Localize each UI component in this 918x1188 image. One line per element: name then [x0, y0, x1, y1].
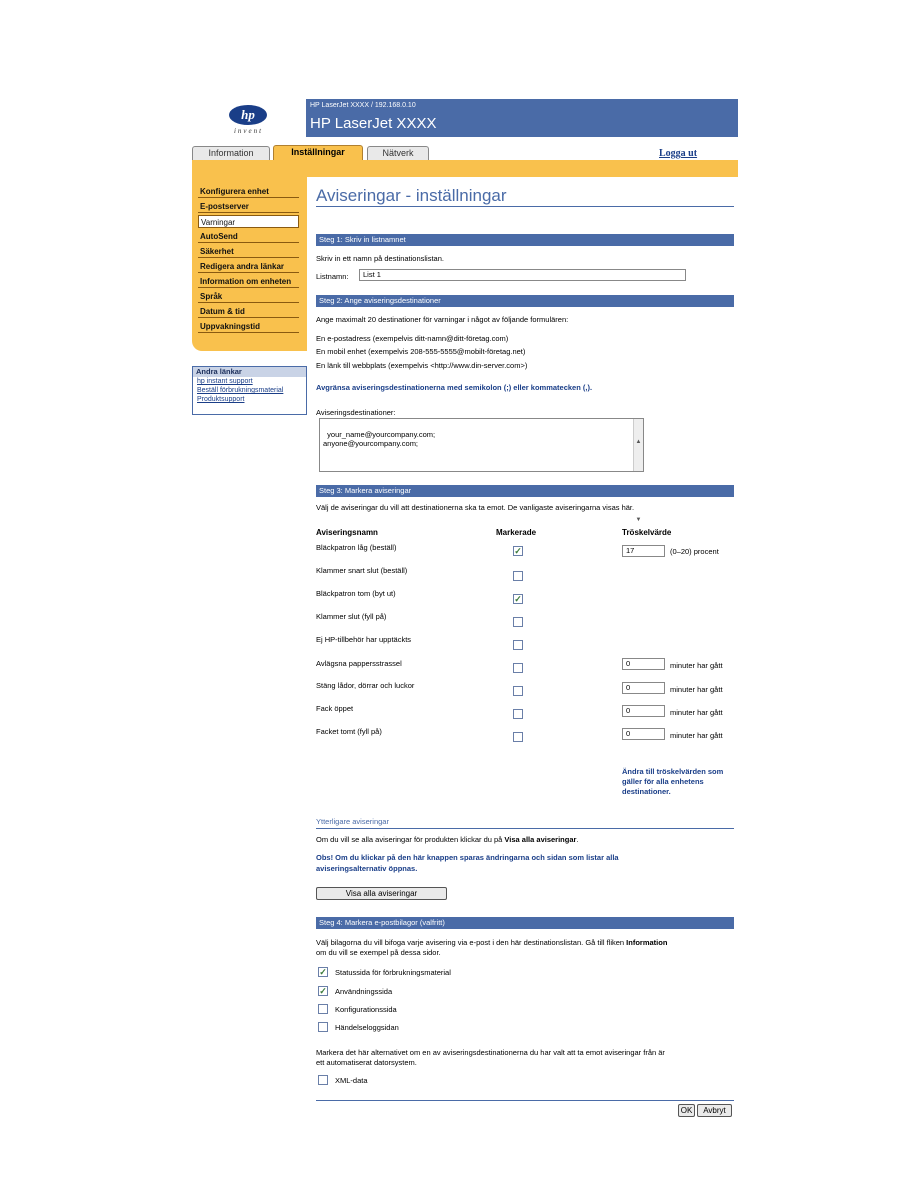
logout-link[interactable]: Logga ut [659, 148, 698, 159]
sidebar-item-configure[interactable]: Konfigurera enhet [198, 185, 299, 198]
alert-checkbox-tray-empty[interactable] [513, 732, 523, 742]
alert-name: Bläckpatron tom (byt ut) [316, 589, 396, 598]
hp-logo-mark: hp [229, 105, 267, 125]
alert-checkbox-cartridge-low[interactable]: ✓ [514, 546, 522, 556]
alert-name: Facket tomt (fyll på) [316, 727, 382, 736]
hp-logo-tagline: invent [233, 127, 264, 135]
header-bar [306, 99, 738, 137]
textarea-scrollbar[interactable] [633, 419, 643, 523]
sidebar-item-wakeup[interactable]: Uppvakningstid [198, 320, 299, 333]
destinations-label: Aviseringsdestinationer: [316, 408, 396, 417]
threshold-unit: minuter har gått [670, 661, 723, 670]
step2-instruction: Ange maximalt 20 destinationer för varningar i något av följande formulären: [316, 315, 569, 324]
alert-name: Stäng lådor, dörrar och luckor [316, 681, 415, 690]
alert-name: Klammer snart slut (beställ) [316, 566, 408, 575]
threshold-input[interactable]: 0 [622, 658, 665, 670]
col-selected: Markerade [496, 528, 537, 537]
sidebar-item-email-server[interactable]: E-postserver [198, 200, 299, 213]
col-alert-name: Aviseringsnamn [316, 528, 378, 537]
attachment-label: Händelseloggsidan [335, 1023, 399, 1032]
sidebar [192, 177, 307, 351]
list-name-input[interactable]: List 1 [359, 269, 686, 281]
tab-information[interactable]: Information [192, 146, 270, 160]
step3-header: Steg 3: Markera aviseringar [316, 485, 734, 497]
link-product-support[interactable]: Produktsupport [197, 396, 245, 403]
attachment-checkbox-supplies-status[interactable]: ✓ [319, 967, 327, 977]
format-web: En länk till webbplats (exempelvis <http://www.din-server.com>) [316, 361, 528, 370]
alert-name: Bläckpatron låg (beställ) [316, 543, 397, 552]
format-email: En e-postadress (exempelvis ditt-namn@ditt-företag.com) [316, 334, 509, 343]
hp-logo [192, 99, 305, 137]
threshold-input[interactable]: 17 [622, 545, 665, 557]
attachment-label: Statussida för förbrukningsmaterial [335, 968, 451, 977]
threshold-unit: (0–20) procent [670, 547, 719, 556]
xml-data-checkbox[interactable] [318, 1075, 328, 1085]
title-divider [316, 206, 734, 207]
attachment-checkbox-configuration[interactable] [318, 1004, 328, 1014]
alert-name: Ej HP-tillbehör har upptäckts [316, 635, 412, 644]
cancel-button[interactable]: Avbryt [697, 1104, 732, 1117]
attachment-checkbox-event-log[interactable] [318, 1022, 328, 1032]
alert-checkbox-staples-low[interactable] [513, 571, 523, 581]
ok-button[interactable]: OK [678, 1104, 695, 1117]
other-links-title: Andra länkar [193, 367, 306, 377]
xml-note-line2: ett automatiserat datorsystem. [316, 1058, 417, 1067]
step4-instruction: Välj bilagorna du vill bifoga varje avisering via e-post i den här destinationslistan. Gå till fliken Information [316, 938, 668, 947]
alert-checkbox-paper-jam[interactable] [513, 663, 523, 673]
sidebar-item-autosend[interactable]: AutoSend [198, 230, 299, 243]
more-alerts-header: Ytterligare aviseringar [316, 817, 389, 826]
alert-checkbox-staples-out[interactable] [513, 617, 523, 627]
more-alerts-note: Obs! Om du klickar på den här knappen sparas ändringarna och sidan som listar alla aviseringsalternativ öppnas. [316, 853, 619, 873]
threshold-unit: minuter har gått [670, 708, 723, 717]
tab-network[interactable]: Nätverk [367, 146, 429, 160]
threshold-input[interactable]: 0 [622, 705, 665, 717]
threshold-footnote: Ändra till tröskelvärden som gäller för alla enhetens destinationer. [622, 767, 724, 796]
sidebar-item-date-time[interactable]: Datum & tid [198, 305, 299, 318]
alert-checkbox-tray-open[interactable] [513, 709, 523, 719]
format-mobile: En mobil enhet (exempelvis 208-555-5555@mobilt-företag.net) [316, 347, 526, 356]
sidebar-item-language[interactable]: Språk [198, 290, 299, 303]
sidebar-item-security[interactable]: Säkerhet [198, 245, 299, 258]
alert-checkbox-cartridge-empty[interactable]: ✓ [514, 594, 522, 604]
list-name-label: Listnamn: [316, 272, 349, 281]
step1-instruction: Skriv in ett namn på destinationslistan. [316, 254, 444, 263]
alert-name: Avlägsna pappersstrassel [316, 659, 402, 668]
step1-header: Steg 1: Skriv in listnamnet [316, 234, 734, 246]
xml-note: Markera det här alternativet om en av aviseringsdestinationerna du har valt att ta emot aviseringar från är [316, 1048, 665, 1057]
step3-instruction: Välj de aviseringar du vill att destinationerna ska ta emot. De vanligaste aviseringarna visas här. [316, 503, 635, 512]
sidebar-item-edit-links[interactable]: Redigera andra länkar [198, 260, 299, 273]
threshold-unit: minuter har gått [670, 685, 723, 694]
separator-note: Avgränsa aviseringsdestinationerna med semikolon (;) eller kommatecken (,). [316, 383, 593, 392]
more-alerts-divider [316, 828, 734, 829]
alert-checkbox-non-hp[interactable] [513, 640, 523, 650]
threshold-unit: minuter har gått [670, 731, 723, 740]
col-threshold: Tröskelvärde [622, 528, 672, 537]
step4-header: Steg 4: Markera e-postbilagor (valfritt) [316, 917, 734, 929]
alert-checkbox-close-doors[interactable] [513, 686, 523, 696]
alert-name: Klammer slut (fyll på) [316, 612, 387, 621]
sidebar-item-alerts[interactable]: Varningar [198, 215, 299, 228]
link-order-supplies[interactable]: Beställ förbrukningsmaterial [197, 387, 284, 394]
settings-band [192, 160, 738, 177]
attachment-checkbox-usage[interactable]: ✓ [319, 986, 327, 996]
step2-header: Steg 2: Ange aviseringsdestinationer [316, 295, 734, 307]
device-title: HP LaserJet XXXX [310, 115, 437, 132]
scroll-up-icon[interactable]: ▲ [635, 439, 642, 445]
page-title: Aviseringar - inställningar [316, 186, 507, 205]
device-address: HP LaserJet XXXX / 192.168.0.10 [310, 102, 416, 109]
step4-instruction-line2: om du vill se exempel på dessa sidor. [316, 948, 441, 957]
tab-settings[interactable]: Inställningar [273, 145, 363, 160]
other-links-panel [192, 366, 307, 415]
alert-name: Fack öppet [316, 704, 354, 713]
threshold-input[interactable]: 0 [622, 682, 665, 694]
xml-data-label: XML-data [335, 1076, 368, 1085]
sidebar-item-device-info[interactable]: Information om enheten [198, 275, 299, 288]
footer-divider [316, 1100, 734, 1101]
link-instant-support[interactable]: hp instant support [197, 378, 253, 385]
more-alerts-text: Om du vill se alla aviseringar för produkten klickar du på Visa alla aviseringar. [316, 835, 579, 844]
show-all-alerts-button[interactable]: Visa alla aviseringar [316, 887, 447, 900]
attachment-label: Användningssida [335, 987, 393, 996]
destinations-text: your_name@yourcompany.com; anyone@yourcompany.com; [323, 430, 436, 448]
threshold-input[interactable]: 0 [622, 728, 665, 740]
attachment-label: Konfigurationssida [335, 1005, 397, 1014]
scroll-down-icon[interactable]: ▼ [635, 517, 642, 523]
